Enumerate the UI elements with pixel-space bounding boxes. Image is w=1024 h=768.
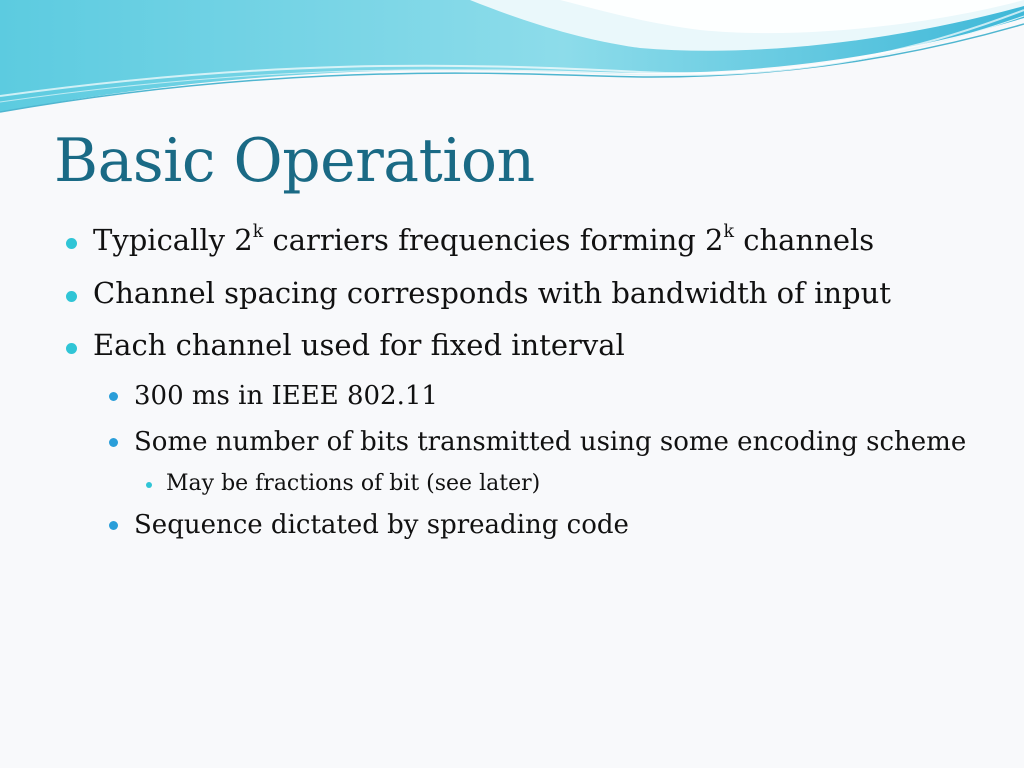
sub-bullet-dot-icon	[109, 392, 118, 401]
bullet-item	[60, 275, 980, 313]
bullet-content	[60, 222, 980, 561]
slide-title: Basic Operation	[54, 126, 535, 196]
bullet-dot-icon	[66, 238, 77, 249]
superscript: k	[723, 221, 735, 242]
sub-bullet-item	[101, 422, 980, 499]
wave-header-decoration	[0, 0, 1024, 130]
sub-bullet-list	[93, 376, 980, 546]
bullet-item	[60, 222, 980, 260]
sub-bullet-item	[101, 505, 980, 545]
bullet-text: channels	[734, 223, 875, 257]
bullet-dot-icon	[66, 291, 77, 302]
sub-sub-bullet-dot-icon	[146, 482, 152, 488]
bullet-text: Typically 2	[93, 223, 253, 257]
bullet-item	[60, 327, 980, 545]
sub-bullet-text: Sequence dictated by spreading code	[134, 510, 629, 541]
sub-bullet-text: 300 ms in IEEE 802.11	[134, 381, 438, 412]
superscript: k	[252, 221, 264, 242]
sub-bullet-dot-icon	[109, 438, 118, 447]
sub-sub-bullet-text: May be fractions of bit (see later)	[166, 470, 541, 496]
bullet-text: carriers frequencies forming 2	[263, 223, 724, 257]
sub-sub-bullet-item	[142, 469, 980, 500]
sub-bullet-item	[101, 376, 980, 416]
bullet-dot-icon	[66, 343, 77, 354]
sub-bullet-dot-icon	[109, 521, 118, 530]
bullet-text: Each channel used for fixed interval	[93, 328, 625, 363]
bullet-list	[60, 222, 980, 546]
bullet-text: Channel spacing corresponds with bandwidth of input	[93, 275, 891, 310]
sub-sub-bullet-list	[134, 469, 980, 500]
sub-bullet-text: Some number of bits transmitted using some encoding scheme	[134, 427, 967, 458]
